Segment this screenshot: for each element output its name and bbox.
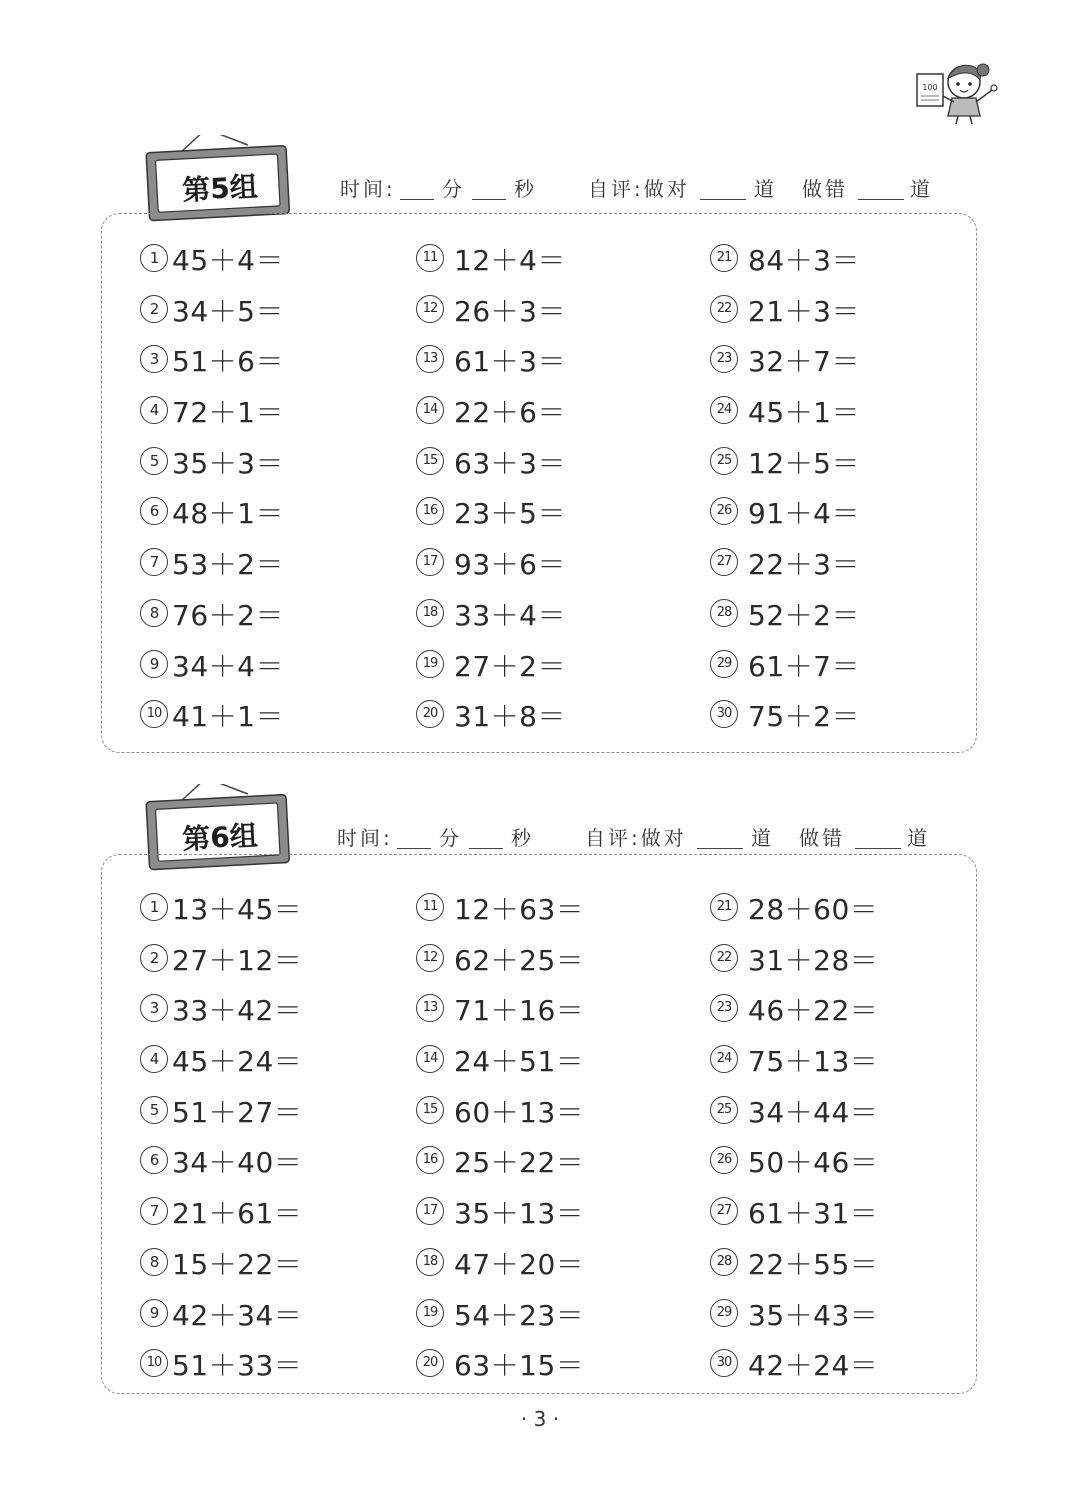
problem-expression: 54＋23＝	[454, 1298, 585, 1332]
problem-expression: 61＋31＝	[748, 1197, 879, 1231]
problem-expression: 21＋3＝	[748, 294, 860, 328]
second-unit: 秒	[511, 826, 534, 850]
problem-expression: 46＋22＝	[748, 994, 879, 1028]
circled-number: 23	[710, 345, 738, 373]
problem-expression: 51＋27＝	[172, 1095, 303, 1129]
problem-expression: 34＋44＝	[748, 1095, 879, 1129]
problem-expression: 51＋33＝	[172, 1349, 303, 1383]
circled-number: 4	[140, 396, 168, 424]
problem-expression: 93＋6＝	[454, 548, 566, 582]
circled-number: 7	[140, 1197, 168, 1225]
problem-expression: 32＋7＝	[748, 345, 860, 379]
problem-expression: 48＋1＝	[172, 497, 284, 531]
problem-expression: 71＋16＝	[454, 994, 585, 1028]
circled-number: 5	[140, 1096, 168, 1124]
seconds-blank[interactable]	[469, 848, 503, 849]
circled-number: 25	[710, 447, 738, 475]
circled-number: 13	[416, 994, 444, 1022]
time-label: 时间:	[340, 177, 396, 201]
problem-expression: 35＋3＝	[172, 446, 284, 480]
circled-number: 18	[416, 599, 444, 627]
problem-expression: 13＋45＝	[172, 893, 303, 926]
problem-expression: 63＋15＝	[454, 1349, 585, 1383]
circled-number: 20	[416, 1349, 444, 1377]
problem-expression: 25＋22＝	[454, 1146, 585, 1180]
circled-number: 30	[710, 700, 738, 728]
circled-number: 25	[710, 1096, 738, 1124]
problem-expression: 76＋2＝	[172, 598, 284, 632]
circled-number: 12	[416, 944, 444, 972]
problem-expression: 31＋28＝	[748, 943, 879, 977]
circled-number: 24	[710, 396, 738, 424]
problem-expression: 27＋12＝	[172, 943, 303, 977]
group-title: 第5组	[181, 170, 259, 207]
circled-number: 12	[416, 295, 444, 323]
problem-expression: 61＋7＝	[748, 649, 860, 683]
circled-number: 24	[710, 1045, 738, 1073]
problem-expression: 22＋3＝	[748, 548, 860, 582]
problem-expression: 12＋5＝	[748, 446, 860, 480]
problem-expression: 63＋3＝	[454, 446, 566, 480]
problem-expression: 52＋2＝	[748, 598, 860, 632]
problem-expression: 22＋55＝	[748, 1247, 879, 1281]
circled-number: 23	[710, 994, 738, 1022]
wrong-label: 做错	[799, 826, 845, 850]
problem-expression: 12＋4＝	[454, 244, 566, 277]
time-label: 时间:	[337, 826, 393, 850]
problem-expression: 45＋1＝	[748, 396, 860, 430]
circled-number: 2	[140, 944, 168, 972]
circled-number: 6	[140, 497, 168, 525]
circled-number: 6	[140, 1146, 168, 1174]
problem-expression: 75＋13＝	[748, 1045, 879, 1079]
circled-number: 14	[416, 1045, 444, 1073]
circled-number: 17	[416, 1197, 444, 1225]
wrong-label: 做错	[802, 177, 848, 201]
circled-number: 11	[416, 244, 444, 272]
minutes-blank[interactable]	[397, 848, 431, 849]
circled-number: 2	[140, 295, 168, 323]
circled-number: 8	[140, 599, 168, 627]
circled-number: 28	[710, 599, 738, 627]
circled-number: 8	[140, 1248, 168, 1276]
record-line	[340, 173, 960, 203]
problem-expression: 21＋61＝	[172, 1197, 303, 1231]
problem-expression: 34＋40＝	[172, 1146, 303, 1180]
problem-expression: 24＋51＝	[454, 1045, 585, 1079]
circled-number: 26	[710, 1146, 738, 1174]
girl-mascot-illustration	[912, 56, 1002, 126]
problem-expression: 26＋3＝	[454, 294, 566, 328]
problem-expression: 84＋3＝	[748, 244, 860, 277]
circled-number: 29	[710, 1299, 738, 1327]
mascot-sign-text: 100	[922, 83, 938, 92]
second-unit: 秒	[514, 177, 537, 201]
problem-expression: 35＋13＝	[454, 1197, 585, 1231]
problem-expression: 31＋8＝	[454, 700, 566, 734]
circled-number: 22	[710, 944, 738, 972]
circled-number: 16	[416, 1146, 444, 1174]
circled-number: 1	[140, 244, 168, 272]
problem-expression: 23＋5＝	[454, 497, 566, 531]
minute-unit: 分	[442, 177, 465, 201]
problem-expression: 15＋22＝	[172, 1247, 303, 1281]
circled-number: 28	[710, 1248, 738, 1276]
self-eval-label: 自评:做对	[585, 826, 687, 850]
circled-number: 30	[710, 1349, 738, 1377]
circled-number: 16	[416, 497, 444, 525]
problem-expression: 51＋6＝	[172, 345, 284, 379]
problem-expression: 45＋4＝	[172, 244, 284, 277]
group-title: 第6组	[181, 819, 259, 856]
minutes-blank[interactable]	[400, 199, 434, 200]
problem-expression: 42＋24＝	[748, 1349, 879, 1383]
problem-expression: 28＋60＝	[748, 893, 879, 926]
problem-expression: 34＋4＝	[172, 649, 284, 683]
problem-expression: 22＋6＝	[454, 396, 566, 430]
circled-number: 29	[710, 650, 738, 678]
problem-expression: 45＋24＝	[172, 1045, 303, 1079]
circled-number: 27	[710, 548, 738, 576]
minute-unit: 分	[439, 826, 462, 850]
problem-expression: 41＋1＝	[172, 700, 284, 734]
page-number: · 3 ·	[520, 1407, 560, 1431]
circled-number: 13	[416, 345, 444, 373]
circled-number: 26	[710, 497, 738, 525]
correct-unit: 道	[751, 826, 774, 850]
problem-expression: 35＋43＝	[748, 1298, 879, 1332]
correct-unit: 道	[754, 177, 777, 201]
problem-expression: 61＋3＝	[454, 345, 566, 379]
problem-expression: 75＋2＝	[748, 700, 860, 734]
problem-expression: 60＋13＝	[454, 1095, 585, 1129]
wrong-count-blank[interactable]	[858, 199, 904, 200]
wrong-unit: 道	[910, 177, 933, 201]
circled-number: 15	[416, 447, 444, 475]
circled-number: 9	[140, 650, 168, 678]
self-eval-label: 自评:做对	[588, 177, 690, 201]
problem-expression: 53＋2＝	[172, 548, 284, 582]
circled-number: 1	[140, 893, 168, 921]
circled-number: 3	[140, 345, 168, 373]
circled-number: 4	[140, 1045, 168, 1073]
correct-count-blank[interactable]	[697, 848, 743, 849]
circled-number: 17	[416, 548, 444, 576]
wrong-count-blank[interactable]	[855, 848, 901, 849]
problem-expression: 47＋20＝	[454, 1247, 585, 1281]
problem-expression: 62＋25＝	[454, 943, 585, 977]
circled-number: 10	[140, 1349, 168, 1377]
problem-expression: 42＋34＝	[172, 1298, 303, 1332]
circled-number: 22	[710, 295, 738, 323]
problem-expression: 91＋4＝	[748, 497, 860, 531]
circled-number: 10	[140, 700, 168, 728]
circled-number: 9	[140, 1299, 168, 1327]
circled-number: 21	[710, 893, 738, 921]
circled-number: 19	[416, 1299, 444, 1327]
circled-number: 11	[416, 893, 444, 921]
circled-number: 21	[710, 244, 738, 272]
problem-expression: 50＋46＝	[748, 1146, 879, 1180]
circled-number: 5	[140, 447, 168, 475]
circled-number: 15	[416, 1096, 444, 1124]
problem-expression: 33＋42＝	[172, 994, 303, 1028]
problem-expression: 12＋63＝	[454, 893, 585, 926]
circled-number: 7	[140, 548, 168, 576]
problem-expression: 34＋5＝	[172, 294, 284, 328]
problem-expression: 72＋1＝	[172, 396, 284, 430]
circled-number: 18	[416, 1248, 444, 1276]
circled-number: 27	[710, 1197, 738, 1225]
circled-number: 14	[416, 396, 444, 424]
correct-count-blank[interactable]	[700, 199, 746, 200]
circled-number: 19	[416, 650, 444, 678]
circled-number: 3	[140, 994, 168, 1022]
problem-expression: 27＋2＝	[454, 649, 566, 683]
problem-expression: 33＋4＝	[454, 598, 566, 632]
record-line	[337, 822, 957, 852]
circled-number: 20	[416, 700, 444, 728]
seconds-blank[interactable]	[472, 199, 506, 200]
wrong-unit: 道	[907, 826, 930, 850]
